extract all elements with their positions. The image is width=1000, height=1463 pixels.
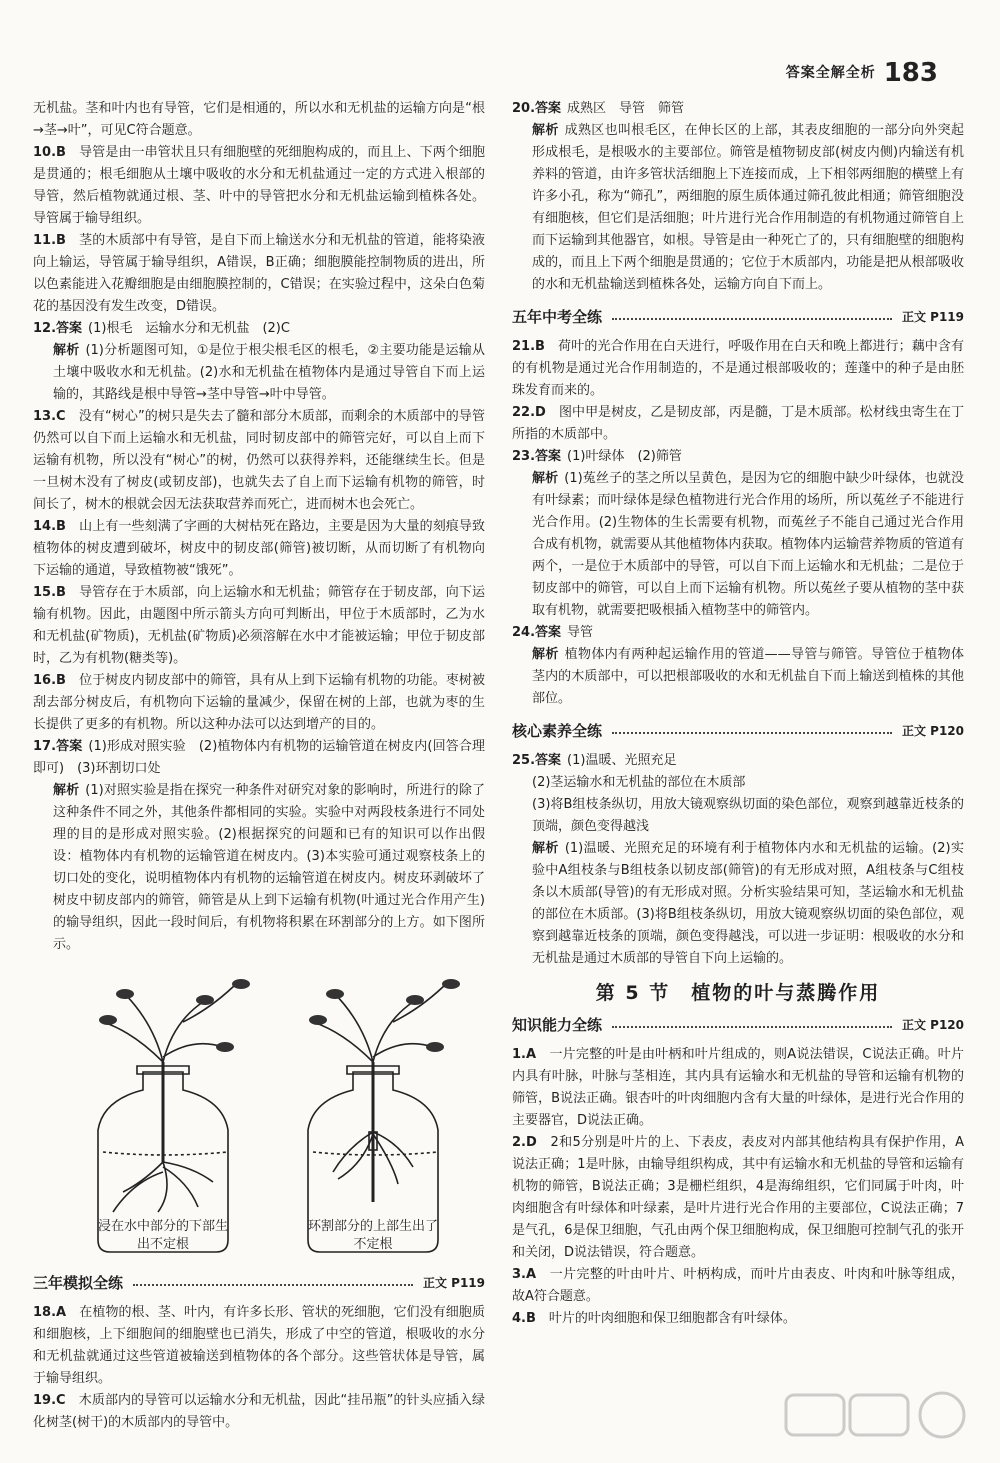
chapter-title: 第 5 节 植物的叶与蒸腾作用 — [595, 982, 881, 1004]
answer-4: 4.B 叶片的叶肉细胞和保卫细胞都含有叶绿体。 — [512, 1311, 796, 1326]
answer-23: 23.答案 (1)叶绿体 (2)筛管 — [512, 449, 682, 464]
answer-25: 25.答案 (1)温暖、光照充足 — [512, 753, 677, 768]
section-hexin: 核心素养全练 正文 P120 — [512, 722, 964, 740]
answer-1: 1.A 一片完整的叶是由叶柄和叶片组成的，则A说法错误，C说法正确。叶片内具有叶脉，叶脉与茎相连，其内具有运输水和无机盐的导管和运输有机物的筛管，B说法正确。银杏叶的叶肉细胞内含有大量的叶绿体，是进行光合作用的主要器官，D说法正确。 — [512, 1047, 964, 1128]
answer-25-part2: (2)茎运输水和无机盐的部位在木质部 — [532, 775, 746, 790]
answer-25-part3: (3)将B组枝条纵切，用放大镜观察纵切面的染色部位，观察到越靠近枝条的顶端，颜色变得越浅 — [532, 797, 964, 834]
analysis-17: 解析 (1)对照实验是指在探究一种条件对研究对象的影响时，所进行的除了这种条件不同之外，其他条件都相同的实验。实验中对两段枝条进行不同处理的目的是形成对照实验。(2)根据探究的问题和已有的知识可以作出假设：植物体内有机物的运输管道在树皮内。(3)本实验可通过观察枝条上的切口处的变化，说明植物体内有机物的运输管道在树皮内。树皮环剥破坏了树皮中韧皮部内的筛管，筛管是从上到下运输有机物(叶通过光合作用产生)的输导组织，因此一段时间后，有机物将积累在环割部分的上方。如下图所示。 — [53, 783, 485, 952]
answer-10: 10.B 导管是由一串管状且只有细胞壁的死细胞构成的，而且上、下两个细胞是贯通的；根毛细胞从土壤中吸收的水分和无机盐通过一定的方式进入根部的导管，然后植物就通过根、茎、叶中的导管把水分和无机盐运输到植株各处。导管属于输导组织。 — [33, 145, 485, 226]
analysis-25: 解析 (1)温暖、光照充足的环境有利于植物体内水和无机盐的运输。(2)实验中A组枝条与B组枝条以韧皮部(筛管)的有无形成对照，A组枝条与C组枝条以木质部(导管)的有无形成对照。分析实验结果可知，茎运输水和无机盐的部位在木质部。(3)将B组枝条纵切，用放大镜观察纵切面的染色部位，观察到越靠近枝条的顶端，颜色变得越浅，可以进一步证明：根吸收的水分和无机盐是通过木质部的导管自下向上运输的。 — [532, 841, 964, 966]
dotted-leader — [612, 732, 892, 734]
left-column — [33, 98, 485, 1434]
dotted-leader — [612, 1026, 892, 1028]
bottle-plant-illustration — [33, 962, 485, 1262]
answer-19: 19.C 木质部内的导管可以运输水分和无机盐，因此“挂吊瓶”的针头应插入绿化树茎(树干)的木质部内的导管中。 — [33, 1393, 485, 1430]
answer-18: 18.A 在植物的根、茎、叶内，有许多长形、管状的死细胞，它们没有细胞质和细胞核，上下细胞间的细胞壁也已消失，形成了中空的管道，根吸收的水分和无机盐就通过这些管道被输送到植物体的各个部分。这些管状体是导管，属于输导组织。 — [33, 1305, 485, 1386]
analysis-12: 解析 (1)分析题图可知，①是位于根尖根毛区的根毛，②主要功能是运输从土壤中吸收水和无机盐。(2)水和无机盐在植物体内是通过导管自下而上运输的，其路线是根中导管→茎中导管→叶中导管。 — [53, 343, 485, 402]
analysis-23: 解析 (1)菟丝子的茎之所以呈黄色，是因为它的细胞中缺少叶绿体，也就没有叶绿素；而叶绿体是绿色植物进行光合作用的场所，所以菟丝子不能进行光合作用。(2)生物体的生长需要有机物，而菟丝子不能自己通过光合作用合成有机物，就需要从其他植物体内获取。植物体内运输营养物质的管道有两个，一是位于木质部中的导管，可以自下而上运输水和无机盐；二是位于韧皮部中的筛管，可以自上而下运输有机物。所以菟丝子要从植物的茎中获取有机物，就需要把吸根插入植物茎中的筛管内。 — [532, 471, 964, 618]
section-sanian: 三年模拟全练 正文 P119 — [33, 1274, 485, 1292]
section-zhishi: 知识能力全练 正文 P120 — [512, 1016, 964, 1034]
section-wunian: 五年中考全练 正文 P119 — [512, 308, 964, 326]
paragraph: 无机盐。茎和叶内也有导管，它们是相通的，所以水和无机盐的运输方向是“根→茎→叶”，可见C符合题意。 — [33, 101, 485, 138]
answer-14: 14.B 山上有一些刻满了字画的大树枯死在路边，主要是因为大量的刻痕导致植物体的树皮遭到破坏，树皮中的韧皮部(筛管)被切断，从而切断了有机物向下运输的通道，导致植物被“饿死”。 — [33, 519, 485, 578]
answer-11: 11.B 茎的木质部中有导管，是自下而上输送水分和无机盐的管道，能将染液向上输运，导管属于输导组织，A错误，B正确；细胞膜能控制物质的进出，所以色素能进入花瓣细胞是由细胞膜控制的，C错误；在实验过程中，这朵白色菊花的基因没有发生改变，D错误。 — [33, 233, 485, 314]
caption-right: 环割部分的上部生出了不定根 — [307, 1219, 438, 1252]
answer-15: 15.B 导管存在于木质部，向上运输水和无机盐；筛管存在于韧皮部，向下运输有机物。因此，由题图中所示箭头方向可判断出，甲位于木质部时，乙为水和无机盐(矿物质)，无机盐(矿物质)必须溶解在水中才能被运输；甲位于韧皮部时，乙为有机物(糖类等)。 — [33, 585, 485, 666]
page-header — [785, 58, 938, 88]
page-number: 183 — [883, 58, 938, 88]
analysis-20: 解析 成熟区也叫根毛区，在伸长区的上部，其表皮细胞的一部分向外突起形成根毛，是根吸水的主要部位。筛管是植物韧皮部(树皮内侧)内输送有机养料的管道，由许多管状活细胞上下连接而成，上下相邻两细胞的横壁上有许多小孔，称为“筛孔”，两细胞的原生质体通过筛孔彼此相通；筛管细胞没有细胞核，但它们是活细胞；叶片进行光合作用制造的有机物通过筛管自上而下运输到其他器官，如根。导管是由一种死亡了的，只有细胞壁的细胞构成的，而且上下两个细胞是贯通的；它位于木质部内，功能是把从根部吸收的水和无机盐输送到植株各处，运输方向自下而上。 — [532, 123, 964, 292]
dotted-leader — [133, 1284, 413, 1286]
answer-16: 16.B 位于树皮内韧皮部中的筛管，具有从上到下运输有机物的功能。枣树被刮去部分树皮后，有机物向下运输的量减少，保留在树的上部，也就为枣的生长提供了更多的有机物。所以这种办法可以达到增产的目的。 — [33, 673, 485, 732]
analysis-24: 解析 植物体内有两种起运输作用的管道——导管与筛管。导管位于植物体茎内的木质部中，可以把根部吸收的水和无机盐自下而上输送到植株的其他部位。 — [532, 647, 964, 706]
answer-13: 13.C 没有“树心”的树只是失去了髓和部分木质部，而剩余的木质部中的导管仍然可以自下而上运输水和无机盐，同时韧皮部中的筛管完好，可以自上而下运输有机物，所以没有“树心”的树，仍然可以获得养料，还能继续生长。但是一旦树木没有了树皮(或韧皮部)，也就失去了自上而下运输有机物的筛管，时间长了，树木的根就会因无法获取营养而死亡，进而树木也会死亡。 — [33, 409, 485, 512]
answer-22: 22.D 图中甲是树皮，乙是韧皮部，丙是髓，丁是木质部。松材线虫寄生在丁所指的木质部中。 — [512, 405, 964, 442]
answer-24: 24.答案 导管 — [512, 625, 594, 640]
header-title: 答案全解全析 — [785, 65, 876, 81]
watermark-logo — [780, 1389, 980, 1459]
right-column — [512, 98, 964, 1330]
answer-2: 2.D 2和5分别是叶片的上、下表皮，表皮对内部其他结构具有保护作用，A说法正确；1是叶脉，由输导组织构成，其中有运输水和无机盐的导管和运输有机物的筛管，B说法正确；3是栅栏组织，4是海绵组织，它们同属于叶肉，叶肉细胞含有叶绿体和叶绿素，是叶片进行光合作用的主要部位，C说法正确；7是气孔，6是保卫细胞，气孔由两个保卫细胞构成，保卫细胞可控制气孔的张开和关闭，D说法错误，符合题意。 — [512, 1135, 964, 1260]
answer-3: 3.A 一片完整的叶由叶片、叶柄构成，而叶片由表皮、叶肉和叶脉等组成，故A符合题意。 — [512, 1267, 964, 1304]
answer-21: 21.B 荷叶的光合作用在白天进行，呼吸作用在白天和晚上都进行；藕中含有的有机物是通过光合作用制造的，不是通过根部吸收的；莲蓬中的种子是由胚珠发育而来的。 — [512, 339, 964, 398]
answer-17: 17.答案 (1)形成对照实验 (2)植物体内有机物的运输管道在树皮内(回答合理即可) (3)环割切口处 — [33, 739, 485, 776]
dotted-leader — [612, 318, 892, 320]
caption-left: 浸在水中部分的下部生出不定根 — [97, 1219, 228, 1252]
plant-figure — [33, 962, 485, 1262]
answer-12: 12.答案 (1)根毛 运输水分和无机盐 (2)C — [33, 321, 290, 336]
answer-20: 20.答案 成熟区 导管 筛管 — [512, 101, 685, 116]
